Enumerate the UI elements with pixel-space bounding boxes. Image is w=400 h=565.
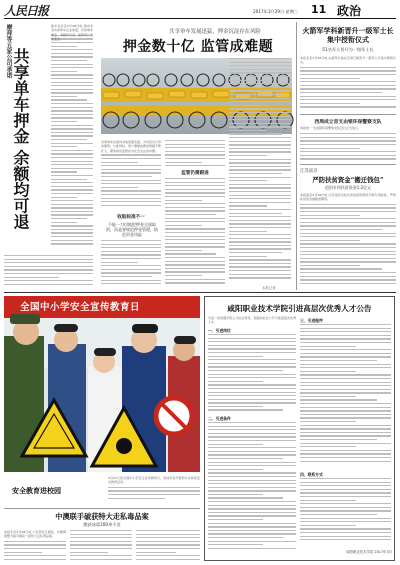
left-story-text-b bbox=[4, 255, 93, 287]
section-divider bbox=[4, 292, 396, 293]
advert-section-4: 四、联系方式 bbox=[300, 472, 323, 477]
right-brief-headline: 西周成立首支由银环保警察支队 bbox=[314, 120, 382, 125]
right-story-2-headline: 严防扶贫资金“搬迁钱包” bbox=[312, 176, 384, 184]
right-story-1-sub: 51名军人晋升为一级军士长 bbox=[322, 47, 374, 52]
bottom-story-col-2 bbox=[70, 530, 132, 562]
date-line: 2017年3月29日 星期三 bbox=[253, 9, 299, 14]
advert-section-3: 三、引进程序 bbox=[300, 318, 323, 323]
masthead-logo: 人民日报 bbox=[4, 4, 49, 18]
right-story-1-body: 本报北京3月28日电 火箭军日前在京举行新晋升一级军士长集中授衔仪式。 bbox=[300, 56, 396, 65]
right-story-2-sub: 追回专项扶贫资金1.2亿元 bbox=[324, 185, 372, 190]
right-brief-body: 本报电 一支由银环保警察支队近日正式成立。 bbox=[300, 126, 396, 131]
page-number: 11 bbox=[311, 3, 327, 16]
advert-text-a bbox=[208, 334, 296, 414]
photo-bottom-divider bbox=[4, 508, 200, 509]
right-divider-1 bbox=[300, 114, 396, 115]
right-story-2-text bbox=[300, 193, 396, 287]
lead-story-pullquote: 不能一刀切地把押金全部取消，而是要规范押金管理，防范资金风险 bbox=[106, 222, 158, 237]
advert-section-1: 一、引进岗位 bbox=[208, 328, 231, 333]
right-brief-text bbox=[300, 126, 396, 162]
safety-education-photo bbox=[4, 296, 200, 472]
right-story-2-region: 江苏南京 bbox=[300, 169, 318, 174]
lead-story-col-2 bbox=[165, 140, 225, 168]
left-story-body: 新华社北京3月28日电 国内多家共享单车企业承诺，共享单车押金、余额均可退，保障用户资金安全。 bbox=[51, 24, 94, 42]
masthead-rule bbox=[4, 18, 396, 19]
advert-text-d bbox=[300, 478, 391, 544]
advert-text-b bbox=[208, 422, 296, 556]
column-divider bbox=[296, 22, 297, 290]
advert-footer: 咸阳职业技术学院 2017年3月 bbox=[346, 550, 392, 554]
advert-headline: 咸阳职业技术学院引进高层次优秀人才公告 bbox=[227, 304, 372, 313]
lead-story-body: 共享单车在国内多地迅速发展，为市民出行带来便利。与此同时，用户缴纳的押金规模不断扩大，押金如何监管成为社会关注的问题。 bbox=[101, 140, 162, 153]
left-story-kicker: 摩拜等五家公司承诺 bbox=[5, 24, 12, 78]
lead-story-col-1b bbox=[101, 240, 161, 288]
right-story-1-headline: 火箭军学科新晋升一级军士长集中授衔仪式 bbox=[302, 26, 394, 44]
lead-story-col-2b bbox=[165, 178, 225, 288]
lead-story-col-3 bbox=[229, 58, 291, 286]
photo-caption-title: 安全教育进校园 bbox=[12, 486, 61, 495]
photo-caption-body: 3月27日是全国中小学安全宣传教育日，各地学校开展形式多样的安全教育活动。 bbox=[108, 476, 200, 485]
bottom-story-sub: 缴获冰毒200余千克 bbox=[83, 522, 121, 527]
left-story-headline: 共享单车押金 余额均可退 bbox=[11, 48, 30, 230]
bottom-story-col-3 bbox=[136, 530, 200, 562]
advert-section-2: 二、引进条件 bbox=[208, 416, 231, 421]
lead-story-byline: 本报记者 bbox=[262, 286, 276, 290]
photo-banner-text: 全国中小学安全宣传教育日 bbox=[20, 302, 141, 313]
bottom-story-body: 本报北京3月28日电 公安部近日通报，中澳两国警方联手破获一起特大走私毒品案。 bbox=[4, 530, 66, 539]
bottom-story-headline: 中澳联手破获特大走私毒品案 bbox=[55, 512, 149, 521]
lead-story-kicker: 共享单车发展迅猛，押金沉淀存在风险 bbox=[169, 29, 261, 35]
right-story-2-body: 本报南京3月28日电 江苏南京对扶贫资金使用情况开展专项检查，严防扶贫资金被截留挪用。 bbox=[300, 193, 396, 202]
advert-body: 为进一步加强学院人才队伍建设，现面向社会公开引进高层次优秀人才。 bbox=[208, 316, 296, 325]
advert-text-c bbox=[300, 324, 391, 468]
right-divider-2 bbox=[300, 164, 396, 165]
lead-story-subhead-1: 收取标准不一 bbox=[117, 215, 145, 220]
left-story-text-a bbox=[51, 24, 93, 252]
section-title: 政治 bbox=[337, 4, 362, 18]
lead-story-subhead-2: 监管仍需跟进 bbox=[181, 171, 209, 176]
lead-story-headline: 押金数十亿 监管成难题 bbox=[122, 39, 274, 55]
